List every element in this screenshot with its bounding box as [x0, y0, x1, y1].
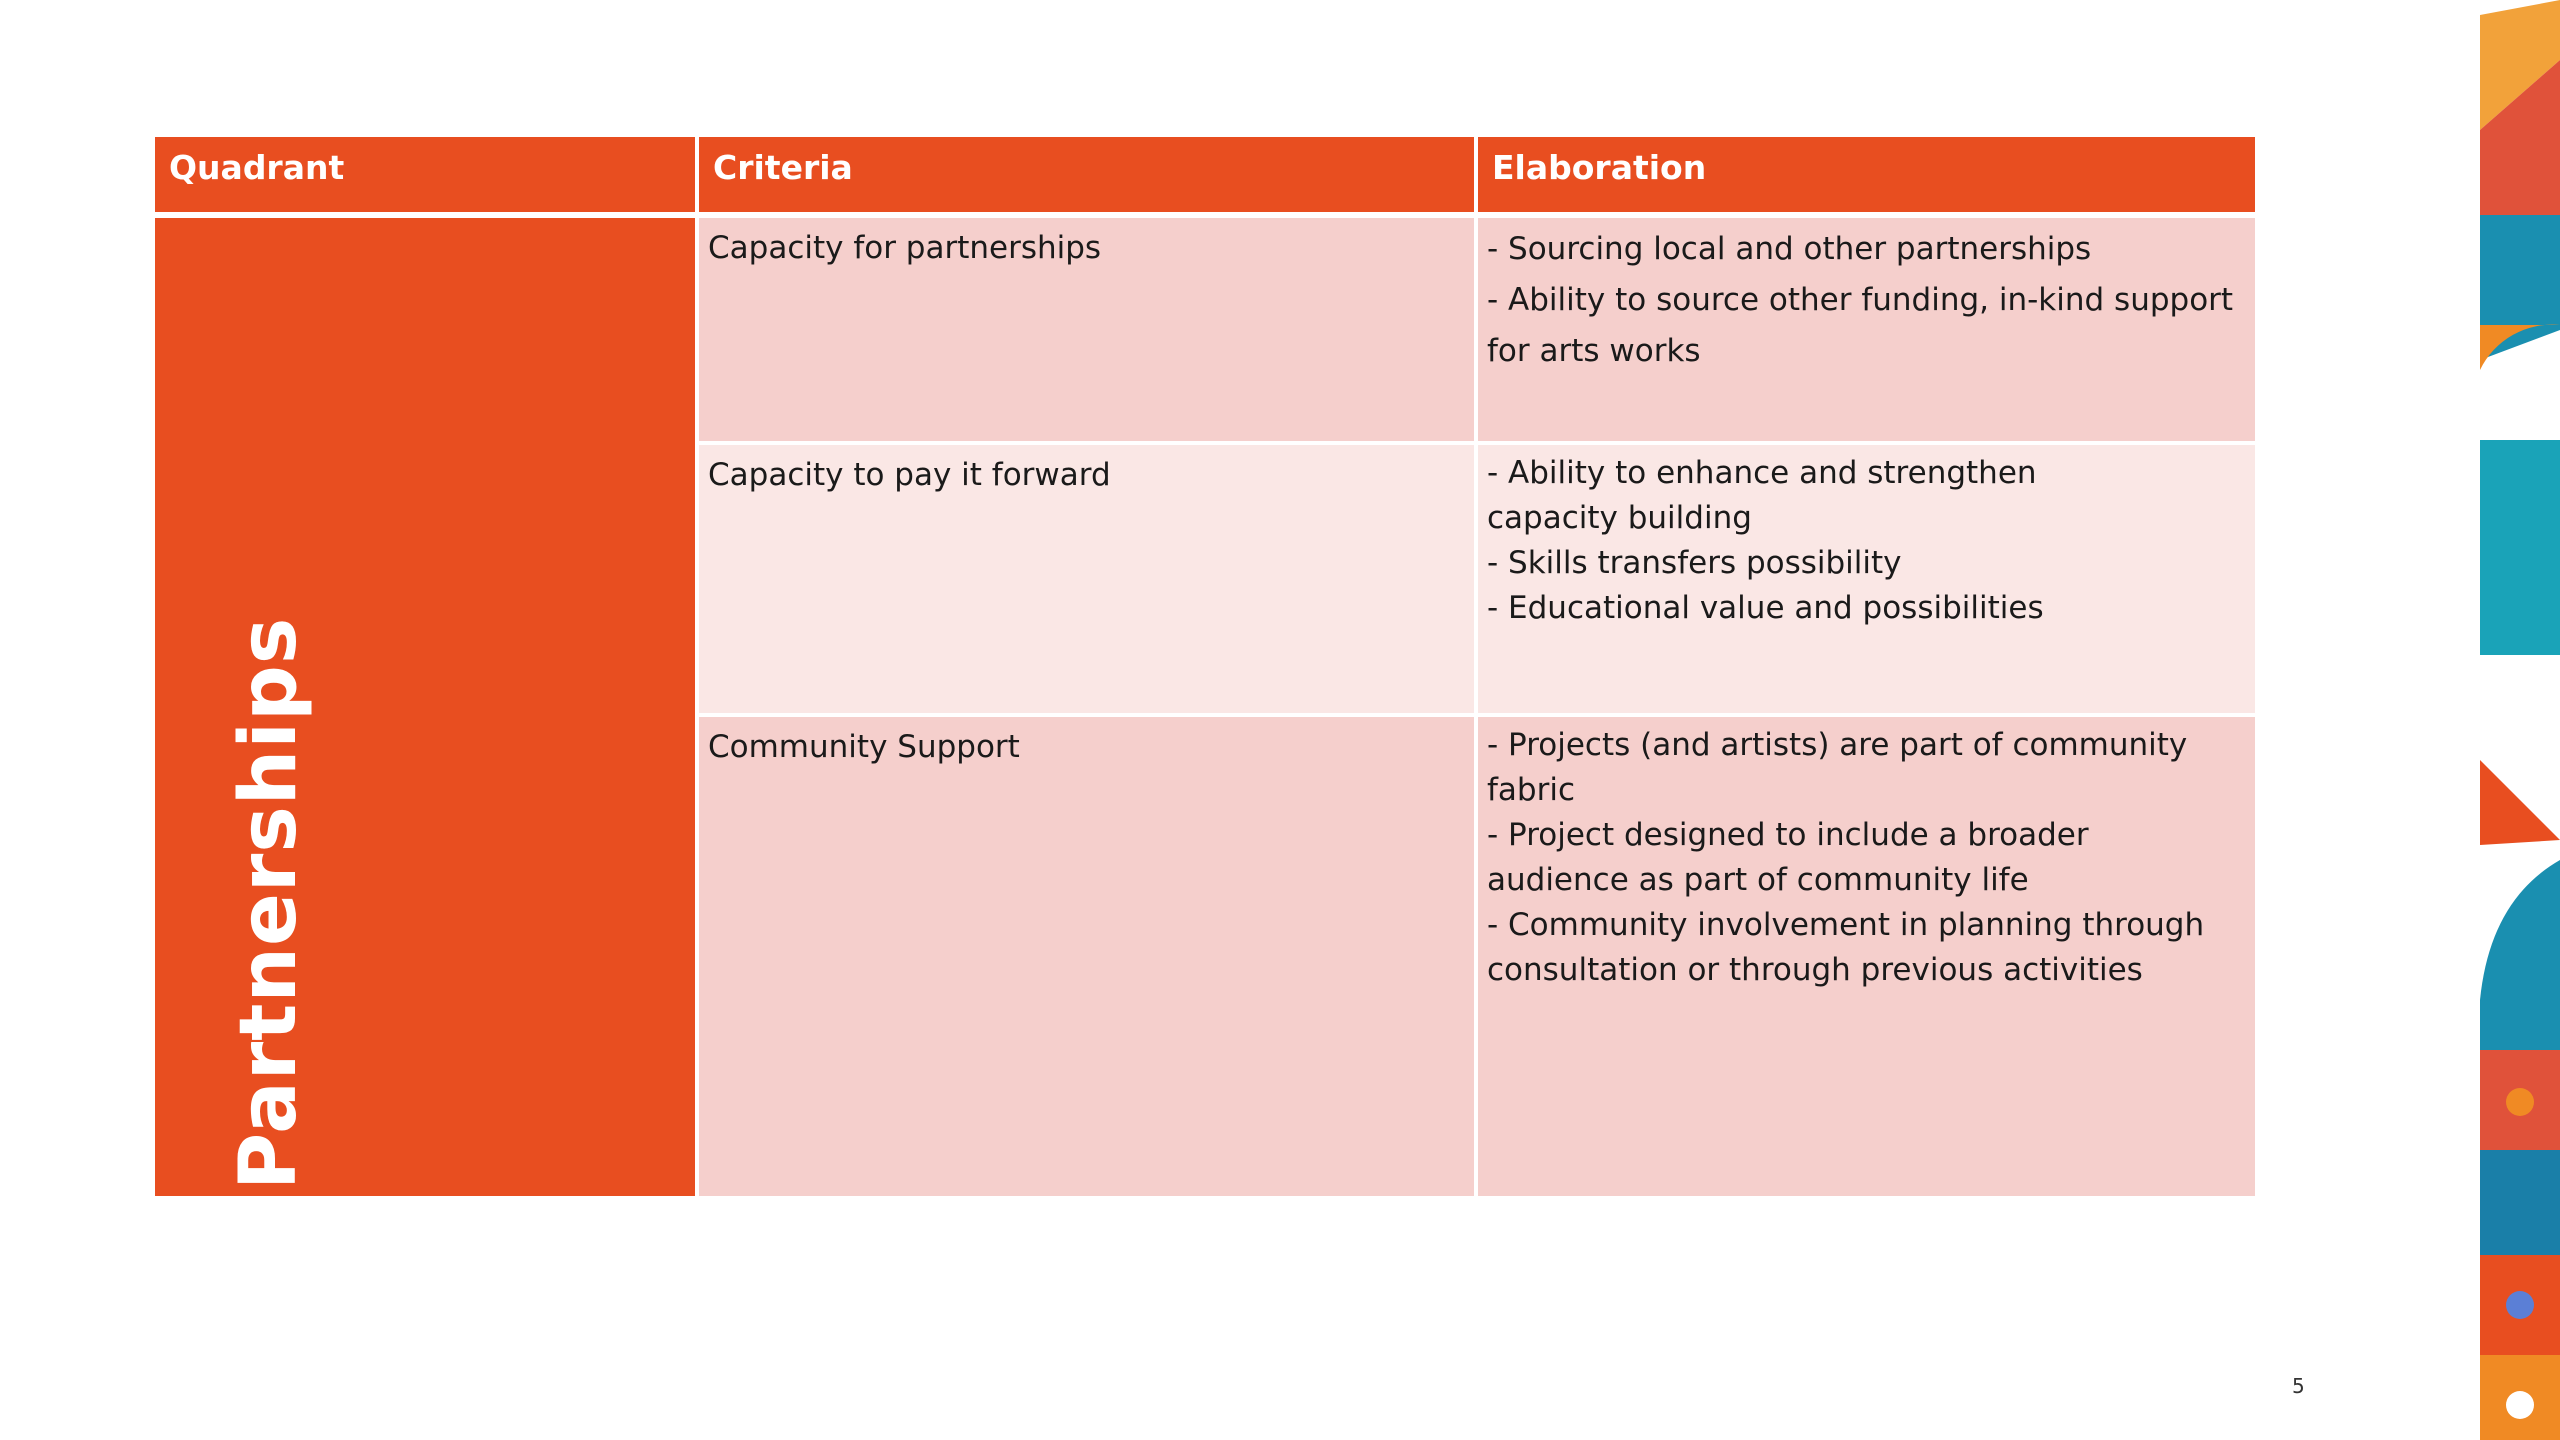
header-quadrant — [155, 137, 695, 212]
elaboration-item: - Educational value and possibilities — [1487, 590, 2044, 626]
elaboration-cell-2 — [1478, 445, 2255, 713]
criteria-text: Community Support — [708, 729, 1020, 765]
elaboration-item: - Sourcing local and other partnerships — [1487, 231, 2092, 267]
deco-dot — [2506, 1291, 2534, 1319]
header-elaboration-label: Elaboration — [1492, 148, 1707, 187]
elaboration-item: - Skills transfers possibility — [1487, 545, 1902, 581]
elaboration-item: - Projects (and artists) are part of community fabric — [1487, 727, 2188, 808]
criteria-cell-1 — [699, 218, 1474, 441]
deco-dot — [2506, 1391, 2534, 1419]
deco-shape — [2480, 1150, 2560, 1255]
criteria-text: Capacity for partnerships — [708, 230, 1102, 266]
deco-shape — [2480, 440, 2560, 655]
criteria-cell-3 — [699, 717, 1474, 1196]
header-criteria — [699, 137, 1474, 212]
header-quadrant-label: Quadrant — [169, 148, 345, 187]
decorative-stripe — [2480, 0, 2560, 1440]
criteria-cell-2 — [699, 445, 1474, 713]
elaboration-item: - Ability to source other funding, in-kind support for arts works — [1487, 282, 2234, 369]
page-number: 5 — [2292, 1374, 2305, 1398]
header-elaboration — [1478, 137, 2255, 212]
elaboration-item: - Project designed to include a broader audience as part of community life — [1487, 817, 2089, 898]
header-criteria-label: Criteria — [713, 148, 853, 187]
criteria-text: Capacity to pay it forward — [708, 457, 1111, 493]
deco-dot — [2506, 1088, 2534, 1116]
elaboration-item: - Community involvement in planning through consultation or through previous activities — [1487, 907, 2205, 988]
quadrant-label: Partnerships — [224, 616, 314, 1190]
elaboration-cell-3 — [1478, 717, 2255, 1196]
elaboration-item: - Ability to enhance and strengthen capacity building — [1487, 455, 2037, 536]
elaboration-cell-1 — [1478, 218, 2255, 441]
